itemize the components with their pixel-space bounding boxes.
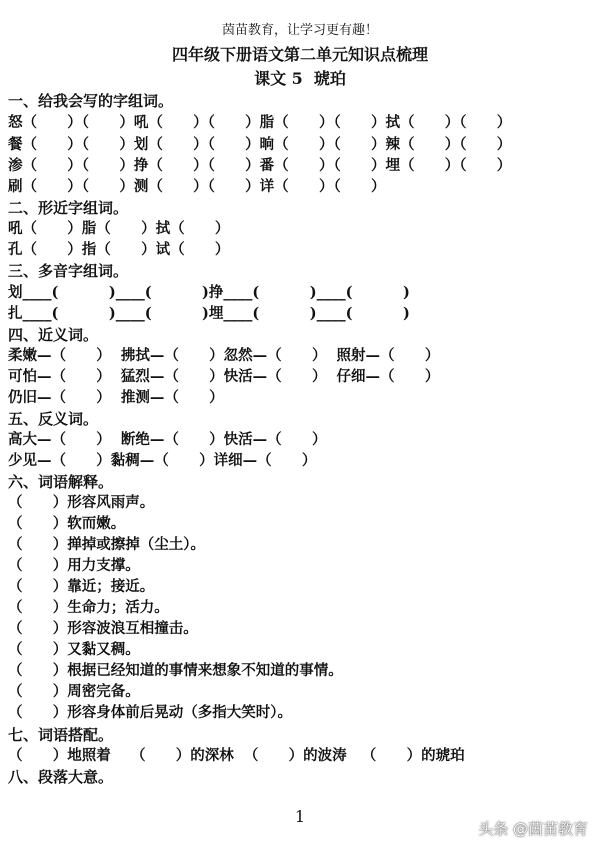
exercise-row: 仍旧—（ ） 推测—（ ） xyxy=(8,389,224,406)
section-3-heading: 三、多音字组词。 xyxy=(8,262,129,280)
exercise-row: 高大—（ ） 断绝—（ ）快活—（ ） xyxy=(8,431,327,448)
exercise-row: （ ）又黏又稠。 xyxy=(8,641,140,658)
exercise-row: 划____( )____( )挣____( )____( ) xyxy=(8,284,410,301)
watermark: 头条 @茵苗教育 xyxy=(478,820,588,838)
section-1-heading: 一、给我会写的字组词。 xyxy=(8,92,174,110)
section-2-heading: 二、形近字组词。 xyxy=(8,199,129,217)
section-8-heading: 八、段落大意。 xyxy=(8,768,114,786)
exercise-row: 吼（ ）脂（ ）拭（ ） xyxy=(8,220,230,237)
exercise-row: （ ）周密完备。 xyxy=(8,683,140,700)
exercise-row: 可怕—（ ） 猛烈—（ ）快活—（ ） 仔细—（ ） xyxy=(8,368,440,385)
exercise-row: （ ）软而嫩。 xyxy=(8,515,126,532)
section-4-heading: 四、近义词。 xyxy=(8,326,99,344)
exercise-row: 孔（ ）指（ ）试（ ） xyxy=(8,241,230,258)
lesson-title: 课文 5 琥珀 xyxy=(254,69,346,88)
slogan: 茵苗教育，让学习更有趣！ xyxy=(221,23,378,38)
exercise-row: 扎____( )____( )埋____( )____( ) xyxy=(8,305,410,322)
exercise-row: （ ）靠近；接近。 xyxy=(8,578,155,595)
exercise-row: 餐（ ）（ ）划（ ）（ ）晌（ ）（ ）辣（ ）（ ） xyxy=(8,136,512,153)
exercise-row: （ ）地照着 （ ）的深林 （ ）的波涛 （ ）的琥珀 xyxy=(8,747,465,764)
section-7-heading: 七、词语搭配。 xyxy=(8,726,114,744)
page-number: 1 xyxy=(294,807,306,826)
exercise-row: （ ）根据已经知道的事情来想象不知道的事情。 xyxy=(8,662,343,679)
page-title: 四年级下册语文第二单元知识点梳理 xyxy=(171,45,428,64)
exercise-row: 少见—（ ）黏稠—（ ）详细—（ ） xyxy=(8,452,317,469)
exercise-row: 刷（ ）（ ）测（ ）（ ）详（ ）（ ） xyxy=(8,178,386,195)
exercise-row: （ ）形容身体前后晃动（多指大笑时）。 xyxy=(8,704,293,721)
exercise-row: 渗（ ）（ ）挣（ ）（ ）番（ ）（ ）埋（ ）（ ） xyxy=(8,157,512,174)
exercise-row: （ ）用力支撑。 xyxy=(8,557,140,574)
exercise-row: （ ）形容风雨声。 xyxy=(8,494,155,511)
exercise-row: 柔嫩—（ ） 拂拭—（ ）忽然—（ ） 照射—（ ） xyxy=(8,347,440,364)
exercise-row: （ ）生命力；活力。 xyxy=(8,599,169,616)
section-6-heading: 六、词语解释。 xyxy=(8,473,114,491)
exercise-row: （ ）掸掉或擦掉（尘土）。 xyxy=(8,536,206,553)
exercise-row: （ ）形容波浪互相撞击。 xyxy=(8,620,198,637)
exercise-row: 怒（ ）（ ）吼（ ）（ ）脂（ ）（ ）拭（ ）（ ） xyxy=(8,114,512,131)
section-5-heading: 五、反义词。 xyxy=(8,410,99,428)
